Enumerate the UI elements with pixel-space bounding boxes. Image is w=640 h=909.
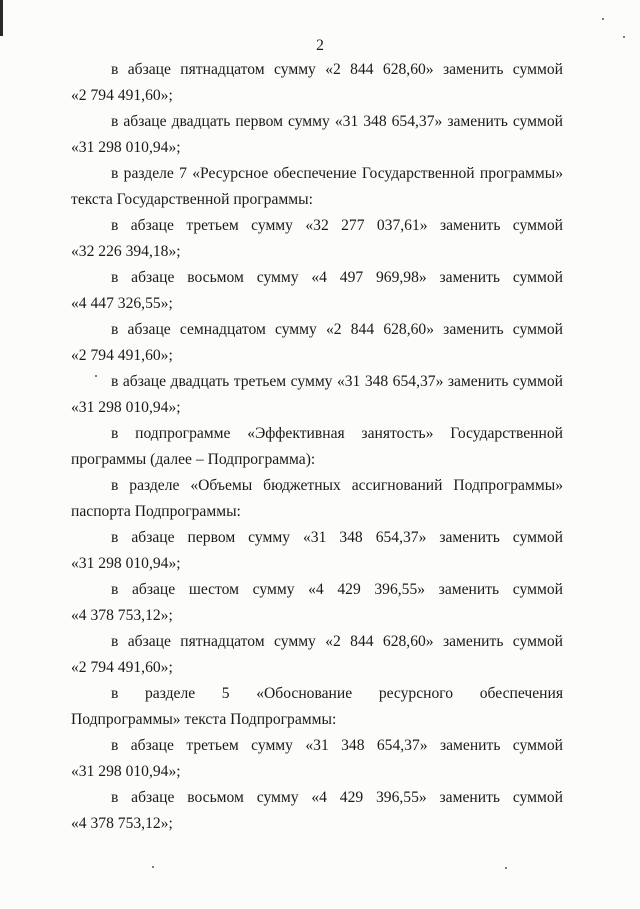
text-line: в абзаце третьем сумму «31 348 654,37» заменить суммой <box>111 737 563 754</box>
text-line: в абзаце восьмом сумму «4 497 969,98» заменить суммой <box>111 269 563 286</box>
text-line: в абзаце пятнадцатом сумму «2 844 628,60» заменить суммой <box>111 61 563 78</box>
text-line: в разделе «Объемы бюджетных ассигнований Подпрограммы» <box>111 477 563 494</box>
text-line: в подпрограмме «Эффективная занятость» Государственной <box>111 425 563 442</box>
text-line: «2 794 491,60»; <box>71 347 173 364</box>
text-line: в разделе 7 «Ресурсное обеспечение Государственной программы» <box>111 165 563 182</box>
text-line: программы (далее – Подпрограмма): <box>71 451 316 468</box>
text-line: «4 378 753,12»; <box>71 815 173 832</box>
text-line: паспорта Подпрограммы: <box>71 503 241 520</box>
text-line: в абзаце шестом сумму «4 429 396,55» заменить суммой <box>111 581 563 598</box>
text-line: «31 298 010,94»; <box>71 555 181 572</box>
text-line: в разделе 5 «Обоснование ресурсного обеспечения <box>111 685 563 702</box>
text-line: в абзаце третьем сумму «32 277 037,61» заменить суммой <box>111 217 563 234</box>
text-line: в абзаце двадцать третьем сумму «31 348 654,37» заменить суммой <box>111 373 563 390</box>
text-line: «2 794 491,60»; <box>71 87 173 104</box>
scan-edge-mark <box>0 0 3 36</box>
text-line: «31 298 010,94»; <box>71 139 181 156</box>
text-line: в абзаце двадцать первом сумму «31 348 654,37» заменить суммой <box>111 113 563 130</box>
page-number: 2 <box>316 37 324 54</box>
text-line: «2 794 491,60»; <box>71 659 173 676</box>
scan-speck <box>152 866 154 868</box>
scan-speck <box>602 18 604 20</box>
text-line: «4 378 753,12»; <box>71 607 173 624</box>
text-line: «31 298 010,94»; <box>71 399 181 416</box>
text-line: в абзаце семнадцатом сумму «2 844 628,60» заменить суммой <box>111 321 563 338</box>
text-line: текста Государственной программы: <box>71 191 313 208</box>
text-line: в абзаце пятнадцатом сумму «2 844 628,60» заменить суммой <box>111 633 563 650</box>
text-line: в абзаце восьмом сумму «4 429 396,55» заменить суммой <box>111 789 563 806</box>
text-line: «31 298 010,94»; <box>71 763 181 780</box>
text-line: Подпрограммы» текста Подпрограммы: <box>71 711 337 728</box>
text-line: в абзаце первом сумму «31 348 654,37» заменить суммой <box>111 529 563 546</box>
scan-speck <box>623 36 625 38</box>
scan-speck <box>95 375 97 377</box>
text-line: «32 226 394,18»; <box>71 243 181 260</box>
text-line: «4 447 326,55»; <box>71 295 173 312</box>
scan-speck <box>505 867 507 869</box>
